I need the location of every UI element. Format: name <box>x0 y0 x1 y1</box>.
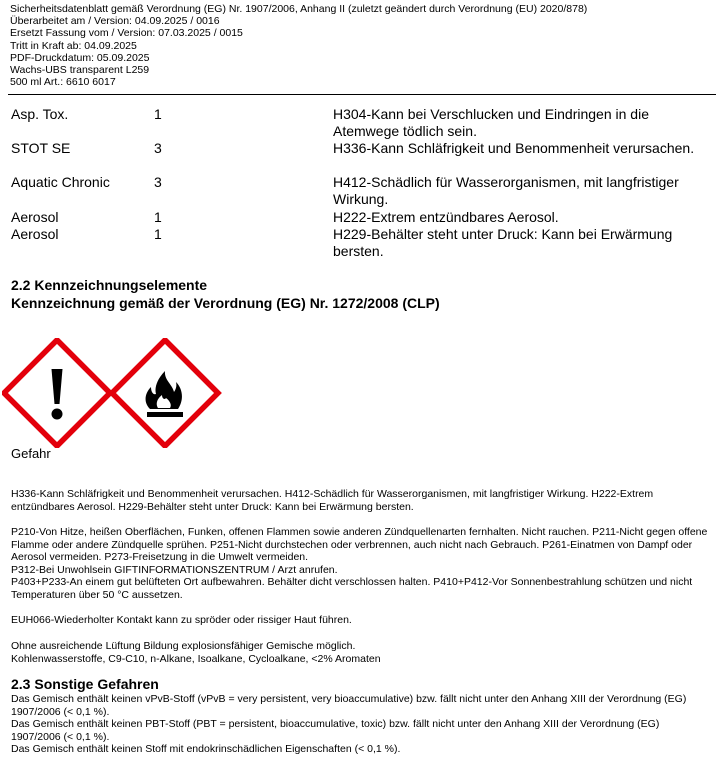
precautionary-statement: P312-Bei Unwohlsein GIFTINFORMATIONSZENTRUM / Arzt anrufen. <box>11 563 338 576</box>
ghs-pictograms <box>2 338 222 448</box>
classification-name: STOT SE <box>11 140 71 156</box>
other-hazard-line: Das Gemisch enthält keinen Stoff mit endokrinschädlichen Eigenschaften (< 0,1 %). <box>11 743 401 755</box>
header-effective-line: Tritt in Kraft ab: 04.09.2025 <box>10 39 137 52</box>
classification-hazard: H222-Extrem entzündbares Aerosol. <box>333 209 559 225</box>
classification-category: 1 <box>154 209 162 225</box>
other-hazards <box>11 693 711 756</box>
classification-row <box>11 226 711 260</box>
classification-name: Aerosol <box>11 209 59 225</box>
flame-icon <box>112 340 218 446</box>
document-header <box>10 3 587 88</box>
other-hazard-line: Das Gemisch enthält keinen PBT-Stoff (PBT = persistent, bioaccumulative, toxic) bzw. fällt nicht unter den Anhang XIII der Verordnung (EG) 1907/2006 (< 0,1 %). <box>11 718 660 743</box>
classification-hazard: H229-Behälter steht unter Druck: Kann bei Erwärmung bersten. <box>333 226 673 259</box>
classification-row <box>11 209 711 226</box>
classification-row <box>11 174 711 208</box>
classification-name: Asp. Tox. <box>11 106 69 122</box>
header-revision-line: Überarbeitet am / Version: 04.09.2025 / 0016 <box>10 15 220 28</box>
supplemental-line: Kohlenwasserstoffe, C9-C10, n-Alkane, Isoalkane, Cycloalkane, <2% Aromaten <box>11 652 381 665</box>
classification-row <box>11 140 711 174</box>
hazard-statements: H336-Kann Schläfrigkeit und Benommenheit verursachen. H412-Schädlich für Wasserorganismen, mit langfristiger Wirkung. H222-Extrem entzündbares Aerosol. H229-Behälter steht unter Druck: Kann bei Erwärmung bersten. <box>11 488 654 513</box>
exclamation-mark-icon <box>4 340 110 446</box>
header-replaces-line: Ersetzt Fassung vom / Version: 07.03.2025 / 0015 <box>10 27 243 40</box>
classification-hazard: H412-Schädlich für Wasserorganismen, mit langfristiger Wirkung. <box>333 174 679 207</box>
classification-category: 1 <box>154 106 162 122</box>
supplemental-line: Ohne ausreichende Lüftung Bildung explosionsfähiger Gemische möglich. <box>11 640 356 652</box>
other-hazard-line: Das Gemisch enthält keinen vPvB-Stoff (vPvB = very persistent, very bioaccumulative) bzw. fällt nicht unter den Anhang XIII der Verordnung (EG) 1907/2006 (< 0,1 %). <box>11 693 687 718</box>
header-product-line: Wachs-UBS transparent L259 <box>10 64 150 77</box>
precautionary-statement: P403+P233-An einem gut belüfteten Ort aufbewahren. Behälter dicht verschlossen halten. P410+P412-Vor Sonnenbestrahlung schützen und nicht Temperaturen über 50 °C aussetzen. <box>11 576 693 601</box>
signal-word: Gefahr <box>11 446 51 461</box>
classification-category: 3 <box>154 140 162 156</box>
header-regulation-line: Sicherheitsdatenblatt gemäß Verordnung (EG) Nr. 1907/2006, Anhang II (zuletzt geändert durch Verordnung (EU) 2020/878) <box>10 3 588 15</box>
classification-hazard: H304-Kann bei Verschlucken und Eindringen in die Atemwege tödlich sein. <box>333 106 649 139</box>
header-print-date-line: PDF-Druckdatum: 05.09.2025 <box>10 51 150 64</box>
classification-row <box>11 106 711 140</box>
classification-category: 3 <box>154 174 162 190</box>
section-2-3-heading: 2.3 Sonstige Gefahren <box>11 676 159 692</box>
header-article-line: 500 ml Art.: 6610 6017 <box>10 76 116 89</box>
section-2-2-subheading: Kennzeichnung gemäß der Verordnung (EG) Nr. 1272/2008 (CLP) <box>11 295 440 311</box>
classification-name: Aerosol <box>11 226 59 242</box>
header-divider <box>8 94 716 95</box>
precautionary-statement: P210-Von Hitze, heißen Oberflächen, Funken, offenen Flammen sowie anderen Zündquellenarten fernhalten. Nicht rauchen. P211-Nicht gegen offene Flamme oder andere Zündquelle sprühen. P251-Nicht durchstechen oder verbrennen, auch nicht nach Gebrauch. P261-Einatmen von Dampf oder Aerosol vermeiden. P273-Freisetzung in die Umwelt vermeiden. <box>11 526 708 563</box>
precautionary-statements <box>11 526 711 601</box>
euh-statement: EUH066-Wiederholter Kontakt kann zu spröder oder rissiger Haut führen. <box>11 614 352 626</box>
classification-hazard: H336-Kann Schläfrigkeit und Benommenheit verursachen. <box>333 140 695 156</box>
section-2-2-heading: 2.2 Kennzeichnungselemente <box>11 277 208 293</box>
classification-category: 1 <box>154 226 162 242</box>
classification-name: Aquatic Chronic <box>11 174 110 190</box>
supplemental-information <box>11 640 711 665</box>
